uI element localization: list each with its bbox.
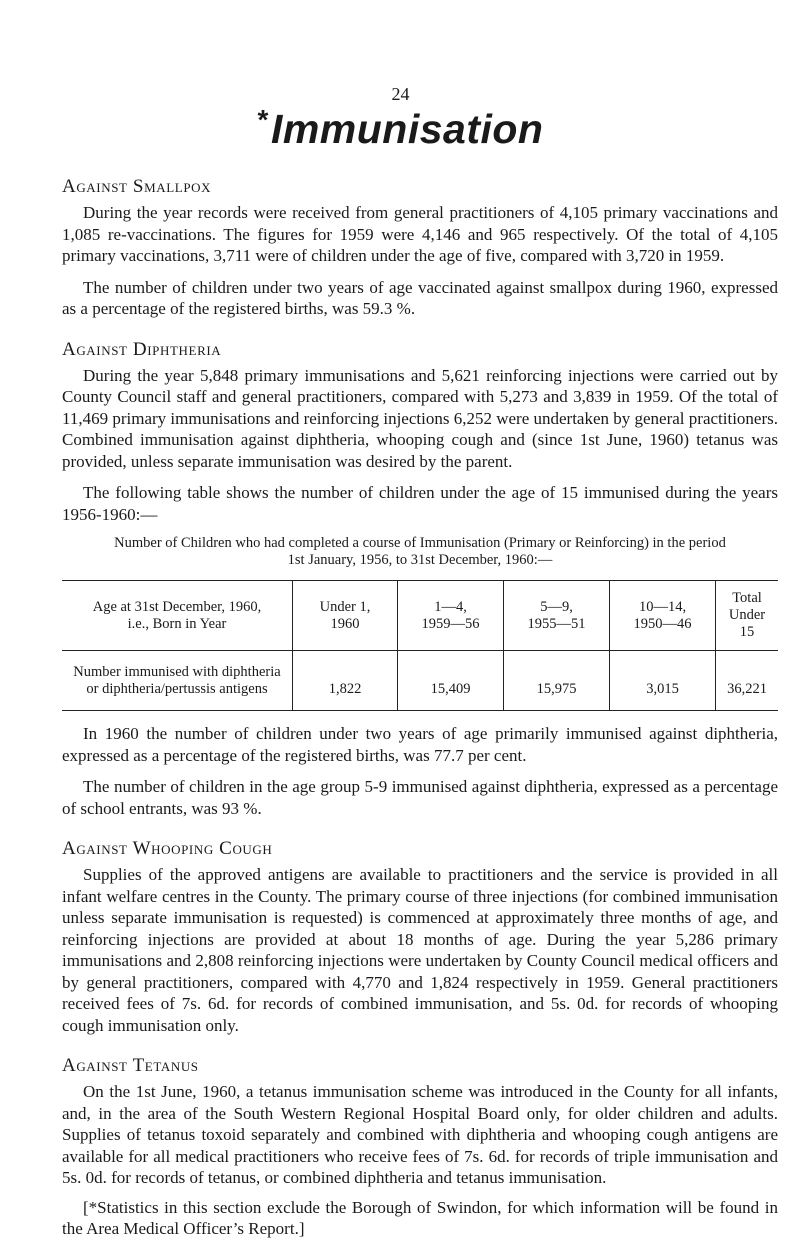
column-header-age: Total [732,590,762,606]
paragraph: Supplies of the approved antigens are available to practitioners and the service is provided in all infant welfare centres in the County. The primary course of three injections (for combined immunisation unless separate immunisation is requested) is commenced at approximately three months of age, and reinforcing injections are provided at about 18 months of age. During the year 5,286 primary immunisations and 2,808 reinforcing injections were undertaken by County Council medical officers and by general practitioners, compared with 4,770 and 1,824 respectively in 1959. General practitioners received fees of 7s. 6d. for records of combined immunisation, and 5s. 0d. for records of whooping cough immunisation only. [62,865,778,1035]
document-body [62,176,778,1240]
table-row [62,651,778,711]
footnote-paragraph: [*Statistics in this section exclude the Borough of Swindon, for which information will be found in the Area Medical Officer’s Report.] [62,1197,778,1238]
table-cell: 3,015 [610,651,716,711]
column-header [610,581,716,651]
column-header-year: Under 15 [728,607,766,640]
section-diphtheria [62,339,778,820]
section-heading-diphtheria: Against Diphtheria [62,338,222,360]
page-title-text: Immunisation [270,106,544,152]
paragraph: During the year records were received from general practitioners of 4,105 primary vaccinations and 1,085 re-vaccinations. The figures for 1959 were 4,146 and 965 respectively. Of the total of 4,105 primary vaccinations, 3,711 were of children under the age of five, compared with 3,720 in 1959. [62,203,778,265]
page-title [0,104,801,153]
section-smallpox [62,176,778,320]
paragraph: The number of children in the age group 5-9 immunised against diphtheria, expressed as a percentage of school entrants, was 93 %. [62,777,778,818]
column-header [293,581,398,651]
column-header [716,581,779,651]
column-header [398,581,504,651]
table-caption-line: 1st January, 1956, to 31st December, 1960:— [287,552,553,568]
column-header [504,581,610,651]
section-heading-tetanus: Against Tetanus [62,1055,199,1076]
section-heading-whooping-cough: Against Whooping Cough [62,838,273,859]
paragraph: On the 1st June, 1960, a tetanus immunisation scheme was introduced in the County for all infants, and, in the area of the South Western Regional Hospital Board only, for older children and adults. Supplies of tetanus toxoid separately and combined with diphtheria and whooping cough antigens are available for all medical practitioners who receive fees of 7s. 6d. for records of triple immunisation and 5s. 0d. for records of tetanus, or combined diphtheria and tetanus immunisation. [62,1082,778,1187]
table-header-label [62,581,293,651]
column-header-age: 10—14, [638,598,687,615]
column-header-age: 1—4, [434,598,467,615]
section-whooping-cough [62,838,778,1036]
section-tetanus [62,1055,778,1240]
table-cell: 1,822 [293,651,398,711]
footnote-marker: * [257,104,269,135]
table-caption-line: Number of Children who had completed a course of Immunisation (Primary or Reinforcing) in the period [114,535,726,551]
table-cell: 15,409 [398,651,504,711]
column-header-year: 1955—51 [527,615,586,632]
column-header-age: Under 1, [319,598,371,615]
row-label [62,651,293,711]
header-label-line: i.e., Born in Year [127,615,227,632]
row-label-line: or diphtheria/pertussis antigens [86,680,268,697]
page-number: 24 [391,84,410,104]
table-caption [62,535,778,569]
paragraph: The number of children under two years of age vaccinated against smallpox during 1960, expressed as a percentage of the registered births, was 59.3 %. [62,277,778,318]
table-cell: 36,221 [716,651,779,711]
column-header-year: 1950—46 [633,615,692,632]
column-header-year: 1960 [330,615,360,632]
paragraph: The following table shows the number of children under the age of 15 immunised during the years 1956-1960:— [62,483,778,524]
table-cell: 15,975 [504,651,610,711]
table-header-row [62,581,778,651]
paragraph: During the year 5,848 primary immunisations and 5,621 reinforcing injections were carried out by County Council staff and general practitioners, compared with 5,273 and 3,839 in 1959. Of the total of 11,469 primary immunisations and reinforcing injections 6,252 were undertaken by general practitioners. Combined immunisation against diphtheria, whooping cough and (since 1st June, 1960) tetanus was provided, unless separate immunisation was desired by the parent. [62,365,779,471]
section-heading-smallpox: Against Smallpox [62,176,212,197]
column-header-age: 5—9, [540,598,573,615]
paragraph: In 1960 the number of children under two years of age primarily immunised against diphtheria, expressed as a percentage of the registered births, was 77.7 per cent. [62,724,778,765]
immunisation-table [62,580,778,711]
row-label-line: Number immunised with diphtheria [73,663,281,680]
column-header-year: 1959—56 [421,615,480,632]
header-label-line: Age at 31st December, 1960, [92,598,262,615]
